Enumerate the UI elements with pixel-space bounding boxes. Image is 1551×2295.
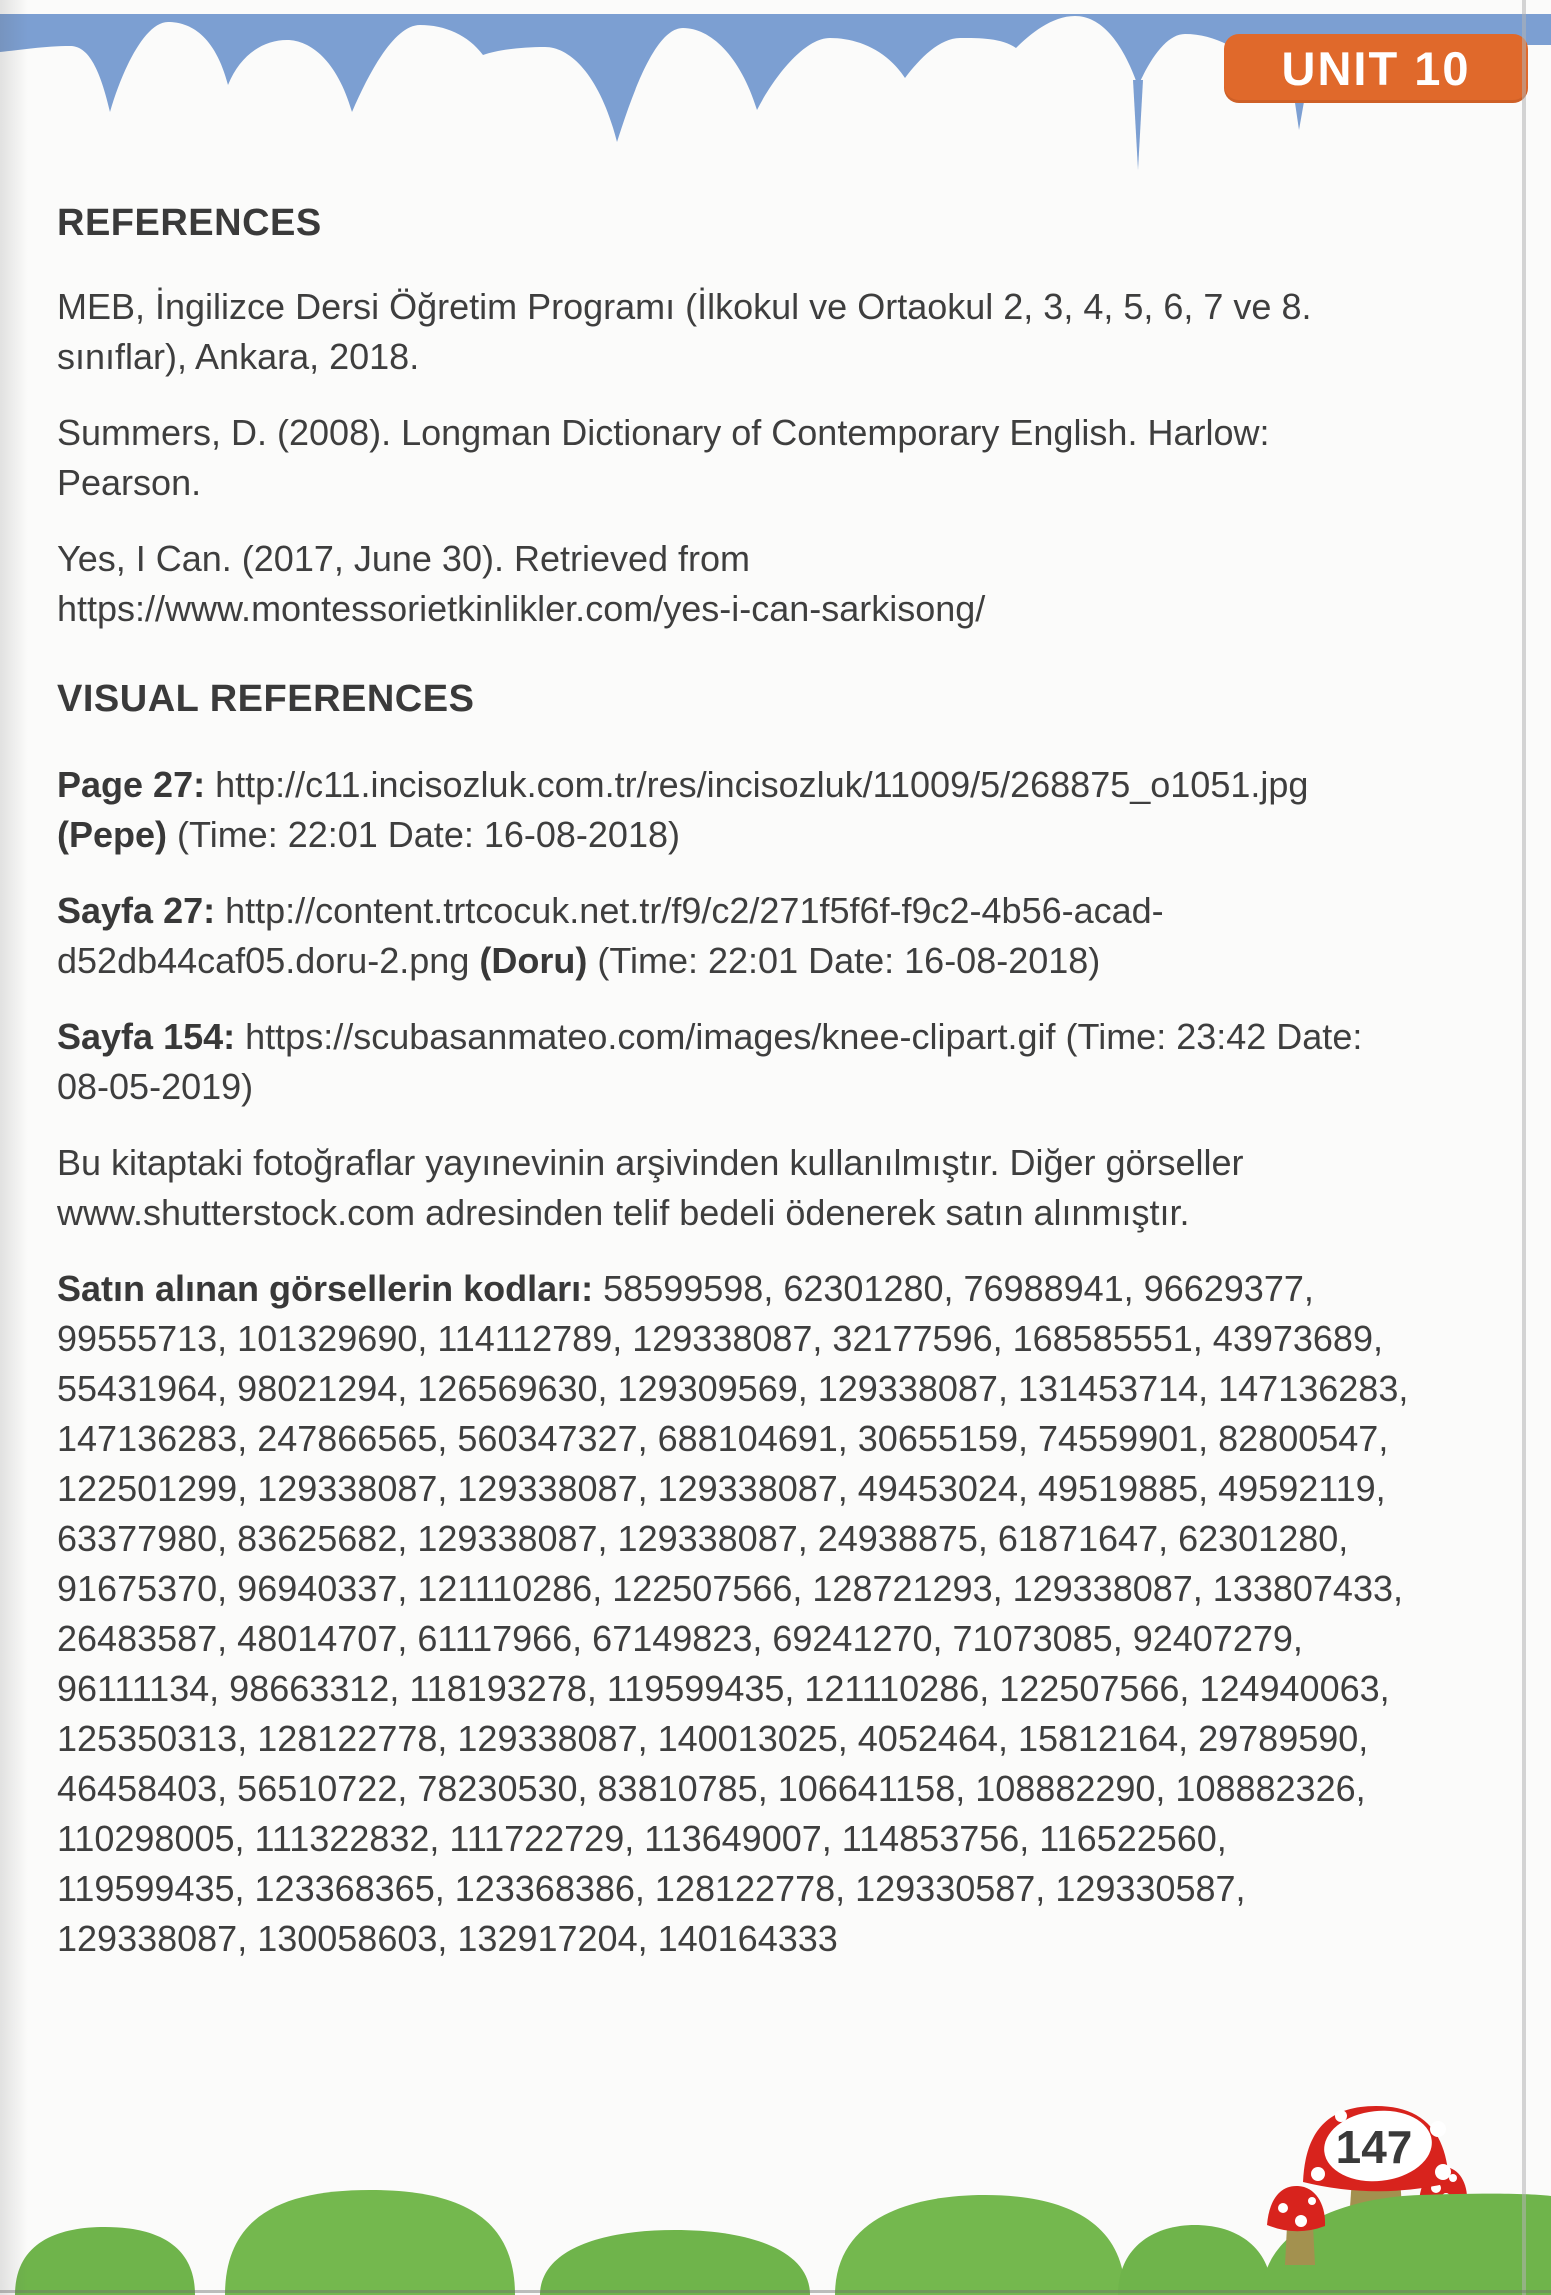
visual-reference-label: Page 27: bbox=[57, 764, 206, 805]
visual-reference-url: http://content.trtcocuk.net.tr/f9/c2/271f5f6f-f9c2-4b56-acad-d52db44caf05.doru-2.png bbox=[57, 890, 1164, 981]
references-page-content bbox=[57, 198, 1415, 1990]
scan-edge-line bbox=[1522, 0, 1526, 2295]
references-heading: REFERENCES bbox=[57, 202, 322, 244]
visual-reference-url: http://c11.incisozluk.com.tr/res/incisozluk/11009/5/268875_o1051.jpg bbox=[215, 764, 1309, 805]
reference-entry-yesican: Yes, I Can. (2017, June 30). Retrieved from https://www.montessorietkinlikler.com/yes-i-can-sarkisong/ bbox=[57, 538, 986, 629]
unit-badge-label: UNIT 10 bbox=[1281, 42, 1471, 95]
visual-reference-label: Sayfa 154: bbox=[57, 1016, 236, 1057]
scan-bottom-line bbox=[0, 2290, 1551, 2293]
scan-gutter-shadow bbox=[0, 0, 28, 2295]
purchased-codes-paragraph bbox=[57, 1264, 1415, 1964]
cloud-sliver bbox=[1133, 80, 1143, 170]
visual-reference-entry-page27 bbox=[57, 760, 1415, 860]
page-number-mushroom-icon bbox=[1303, 2106, 1451, 2192]
visual-reference-meta: (Time: 22:01 Date: 16-08-2018) bbox=[177, 814, 680, 855]
visual-references-heading: VISUAL REFERENCES bbox=[57, 678, 475, 720]
unit-badge bbox=[1224, 34, 1528, 103]
purchased-codes-label: Satın alınan görsellerin kodları: bbox=[57, 1268, 594, 1309]
visual-reference-meta: (Time: 22:01 Date: 16-08-2018) bbox=[597, 940, 1101, 981]
reference-entry-meb: MEB, İngilizce Dersi Öğretim Programı (İlkokul ve Ortaokul 2, 3, 4, 5, 6, 7 ve 8. sınıflar), Ankara, 2018. bbox=[57, 286, 1312, 377]
reference-entry-summers: Summers, D. (2008). Longman Dictionary of Contemporary English. Harlow: Pearson. bbox=[57, 412, 1270, 503]
visual-reference-entry-sayfa154 bbox=[57, 1012, 1415, 1112]
purchased-codes-list: 58599598, 62301280, 76988941, 96629377, 99555713, 101329690, 114112789, 129338087, 32177596, 168585551, 43973689, 55431964, 98021294, 126569630, 129309569, 129338087, 131453714, 147136283, 147136283, 247866565, 560347327, 688104691, 30655159, 74559901, 82800547, 122501299, 129338087, 129338087, 129338087, 49453024, 49519885, 49592119, 63377980, 83625682, 129338087, 129338087, 24938875, 61871647, 62301280, 91675370, 96940337, 121110286, 122507566, 128721293, 129338087, 133807433, 26483587, 48014707, 61117966, 67149823, 69241270, 71073085, 92407279, 96111134, 98663312, 118193278, 119599435, 121110286, 122507566, 124940063, 125350313, 128122778, 129338087, 140013025, 4052464, 15812164, 29789590, 46458403, 56510722, 78230530, 83810785, 106641158, 108882290, 108882326, 110298005, 111322832, 111722729, 113649007, 114853756, 116522560, 119599435, 123368365, 123368386, 128122778, 129330587, 129330587, 129338087, 130058603, 132917204, 140164333 bbox=[57, 1268, 1409, 1959]
archive-note: Bu kitaptaki fotoğraflar yayınevinin arşivinden kullanılmıştır. Diğer görseller www.shutterstock.com adresinden telif bedeli ödenerek satın alınmıştır. bbox=[57, 1142, 1244, 1233]
visual-reference-name: (Pepe) bbox=[57, 814, 168, 855]
visual-reference-name: (Doru) bbox=[479, 940, 588, 981]
visual-reference-label: Sayfa 27: bbox=[57, 890, 216, 931]
visual-reference-url: https://scubasanmateo.com/images/knee-clipart.gif bbox=[245, 1016, 1056, 1057]
visual-reference-entry-sayfa27 bbox=[57, 886, 1415, 986]
visual-reference-meta: (Time: 23:42 Date: 08-05-2019) bbox=[57, 1016, 1363, 1107]
hills-decoration bbox=[0, 2050, 1551, 2295]
page-number-badge: 147 bbox=[1335, 2121, 1413, 2173]
